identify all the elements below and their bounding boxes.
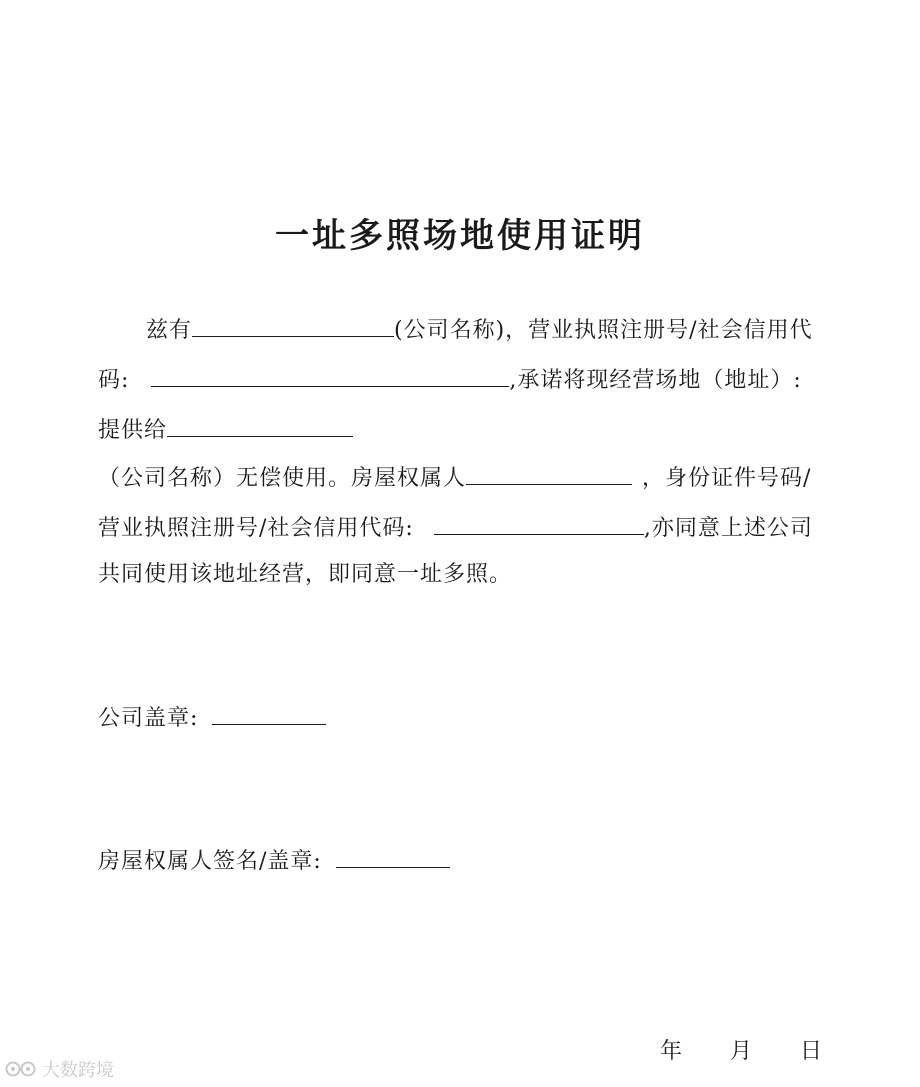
credit-code-blank[interactable] [151, 364, 509, 387]
company-seal-row [98, 702, 326, 734]
paragraph-line-2 [98, 364, 802, 396]
text-provide-to: 提供给 [98, 418, 168, 443]
text-id-number: ，身份证件号码/ [642, 466, 812, 491]
address-blank[interactable] [167, 414, 353, 437]
owner-sign-label: 房屋权属人签名/盖章: [98, 849, 322, 874]
owner-name-blank[interactable] [466, 462, 632, 485]
text-also-agree: ,亦同意上述公司 [643, 516, 813, 541]
paragraph-line-1 [146, 314, 813, 346]
owner-sign-row [98, 845, 450, 877]
owner-id-blank[interactable] [434, 512, 644, 535]
company-name-blank-1[interactable] [192, 314, 394, 337]
text-license-code: 营业执照注册号/社会信用代码: [98, 516, 414, 541]
watermark-text: 大数跨境 [42, 1060, 114, 1081]
paragraph-line-3 [98, 414, 353, 446]
text-zi-you: 兹有 [146, 318, 193, 343]
document-title: 一址多照场地使用证明 [275, 216, 645, 256]
owner-sign-blank[interactable] [336, 845, 450, 868]
company-seal-blank[interactable] [212, 702, 326, 725]
date-month: 月 [730, 1039, 753, 1064]
text-free-use-owner: （公司名称）无偿使用。房屋权属人 [98, 466, 467, 491]
text-company-name-reg: (公司名称)，营业执照注册号/社会信用代 [394, 318, 813, 343]
text-code: 码: [98, 368, 130, 393]
date-year: 年 [660, 1039, 683, 1064]
paragraph-line-4 [98, 462, 811, 494]
date-day: 日 [800, 1039, 823, 1064]
owl-logo-icon [4, 1059, 38, 1079]
text-promise-address: ,承诺将现经营场地（地址）: [509, 368, 802, 393]
company-seal-label: 公司盖章: [98, 706, 199, 731]
paragraph-line-6: 共同使用该地址经营，即同意一址多照。 [98, 562, 513, 587]
watermark [4, 1056, 114, 1082]
paragraph-line-5 [98, 512, 813, 544]
